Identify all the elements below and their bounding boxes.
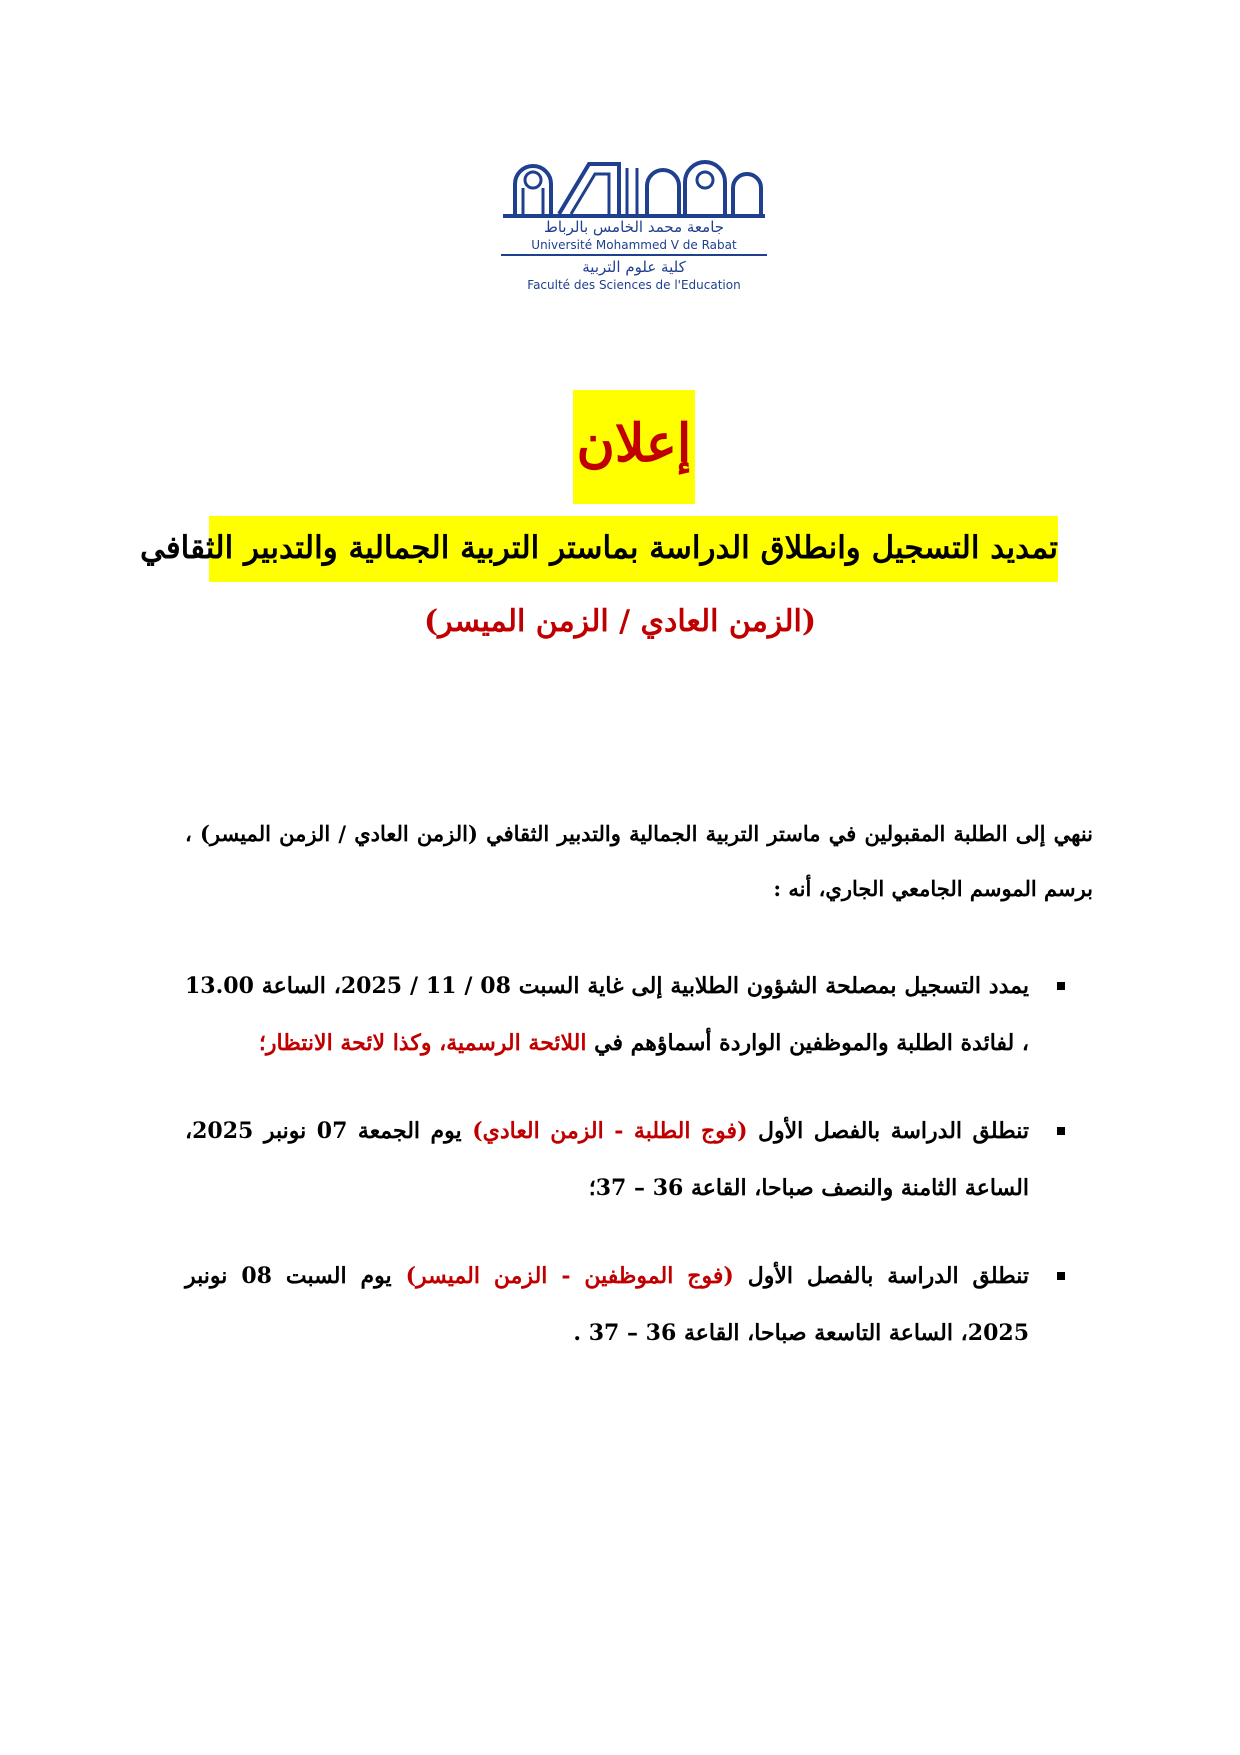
announcement-subtitle-box	[139, 516, 1058, 582]
square-bullet-icon	[1057, 1127, 1065, 1135]
bullet-highlight: (فوج الموظفين - الزمن الميسر)	[405, 1263, 734, 1289]
announcement-subtitle: تمديد التسجيل وانطلاق الدراسة بماستر التربية الجمالية والتدبير الثقافي	[139, 530, 1058, 566]
faculty-name-fr: Faculté des Sciences de l'Education	[527, 278, 741, 292]
bullet-highlight: (فوج الطلبة - الزمن العادي)	[472, 1118, 748, 1144]
university-logo	[497, 158, 771, 296]
announcement-bullet-list	[185, 958, 1065, 1393]
bullet-highlight: اللائحة الرسمية، وكذا لائحة الانتظار؛	[258, 1030, 587, 1056]
bullet-tail: يوم الجمعة 07 نونبر 2025، الساعة الثامنة والنصف صباحا، القاعة 36 – 37؛	[185, 1118, 1029, 1201]
square-bullet-icon	[1057, 982, 1065, 990]
list-item	[185, 1248, 1065, 1362]
university-arches-logo-icon	[497, 158, 771, 220]
list-item	[185, 1103, 1065, 1217]
list-item	[185, 958, 1065, 1072]
faculty-name-ar: كلية علوم التربية	[582, 258, 686, 276]
bullet-text: تنطلق الدراسة بالفصل الأول	[747, 1263, 1029, 1289]
announcement-title: إعلان	[576, 413, 692, 474]
study-modes-line: (الزمن العادي / الزمن الميسر)	[423, 604, 817, 639]
university-name-fr: Université Mohammed V de Rabat	[531, 238, 737, 252]
bullet-text: تنطلق الدراسة بالفصل الأول	[758, 1118, 1029, 1144]
bullet-text: يمدد التسجيل بمصلحة الشؤون الطلابية إلى غاية السبت 08 / 11 / 2025، الساعة 13.00 ، لفائدة الطلبة والموظفين الواردة أسماؤهم في	[185, 973, 1029, 1056]
logo-divider	[501, 254, 767, 256]
bullet-tail: يوم السبت 08 نونبر 2025، الساعة التاسعة صباحا، القاعة 36 – 37 .	[185, 1263, 1029, 1346]
announcement-title-box	[573, 390, 695, 504]
intro-paragraph: ننهي إلى الطلبة المقبولين في ماستر التربية الجمالية والتدبير الثقافي (الزمن العادي / الزمن الميسر) ، برسم الموسم الجامعي الجاري، أنه :	[185, 821, 1093, 901]
university-name-ar: جامعة محمد الخامس بالرباط	[543, 218, 725, 236]
square-bullet-icon	[1057, 1272, 1065, 1280]
